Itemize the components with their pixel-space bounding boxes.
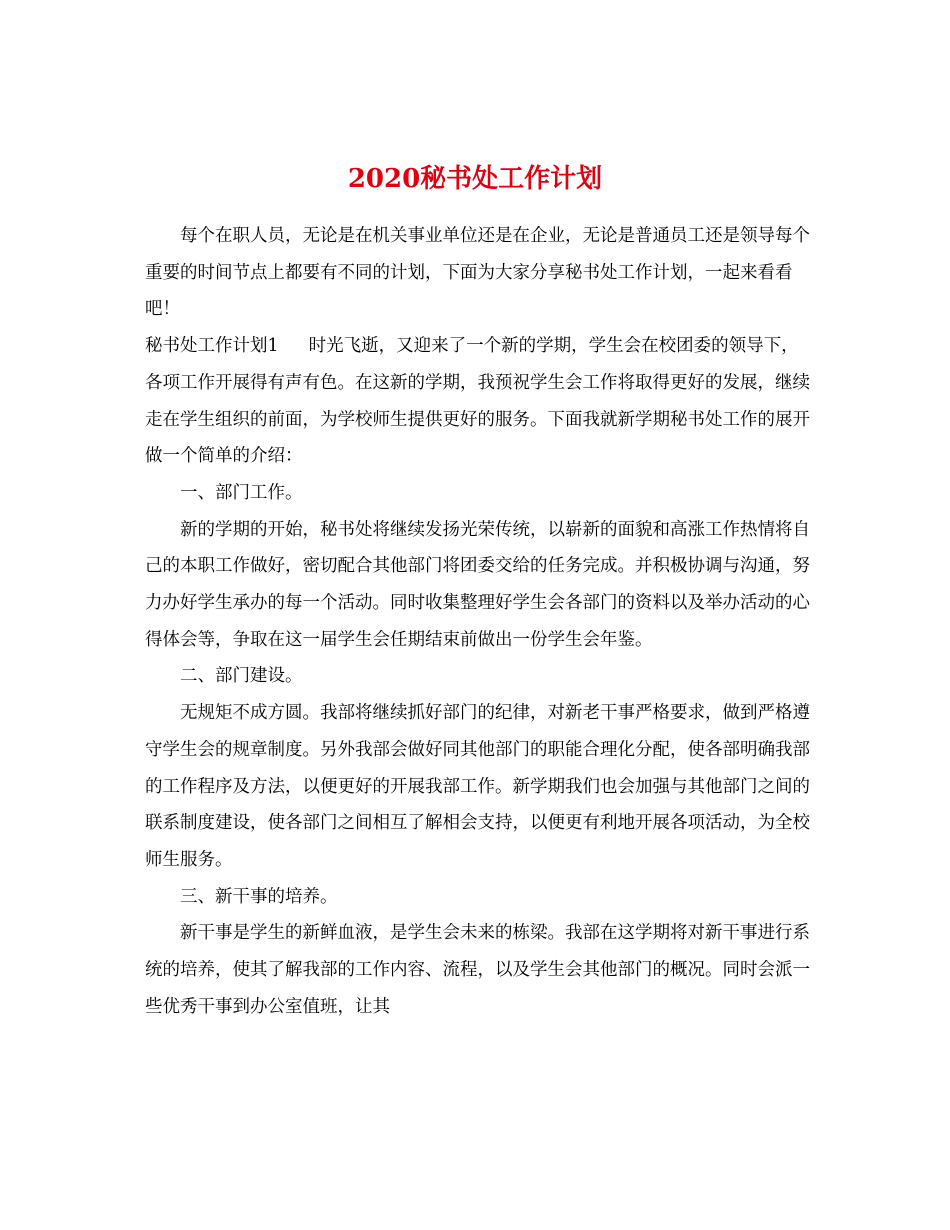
plan-heading: 秘书处工作计划1 [145, 336, 279, 357]
section-3-body: 新干事是学生的新鲜血液，是学生会未来的栋梁。我部在这学期将对新干事进行系统的培养，使其了解我部的工作内容、流程，以及学生会其他部门的概况。同时会派一些优秀干事到办公室值班，让其 [145, 923, 810, 1017]
section-3-heading: 三、新干事的培养。 [180, 886, 338, 907]
document-title: 2020秘书处工作计划 [347, 164, 603, 195]
plan-intro-text: 时光飞逝，又迎来了一个新的学期，学生会在校团委的领导下，各项工作开展得有声有色。在这新的学期，我预祝学生会工作将取得更好的发展，继续走在学生组织的前面，为学校师生提供更好的服务。下面我就新学期秘书处工作的展开做一个简单的介绍： [145, 336, 810, 467]
document-body [145, 218, 815, 1025]
plan-paragraph [145, 328, 815, 475]
intro-paragraph: 每个在职人员，无论是在机关事业单位还是在企业，无论是普通员工还是领导每个重要的时间节点上都要有不同的计划，下面为大家分享秘书处工作计划，一起来看看吧！ [145, 226, 810, 320]
section-1-heading: 一、部门工作。 [180, 482, 303, 503]
section-1-body: 新的学期的开始，秘书处将继续发扬光荣传统，以崭新的面貌和高涨工作热情将自己的本职工作做好，密切配合其他部门将团委交给的任务完成。并积极协调与沟通，努力办好学生承办的每一个活动。同时收集整理好学生会各部门的资料以及举办活动的心得体会等，争取在这一届学生会任期结束前做出一份学生会年鉴。 [145, 519, 810, 650]
section-2-body: 无规矩不成方圆。我部将继续抓好部门的纪律，对新老干事严格要求，做到严格遵守学生会的规章制度。另外我部会做好同其他部门的职能合理化分配，使各部明确我部的工作程序及方法，以便更好的开展我部工作。新学期我们也会加强与其他部门之间的联系制度建设，使各部门之间相互了解相会支持，以便更有利地开展各项活动，为全校师生服务。 [145, 703, 810, 870]
section-2-heading: 二、部门建设。 [180, 666, 303, 687]
